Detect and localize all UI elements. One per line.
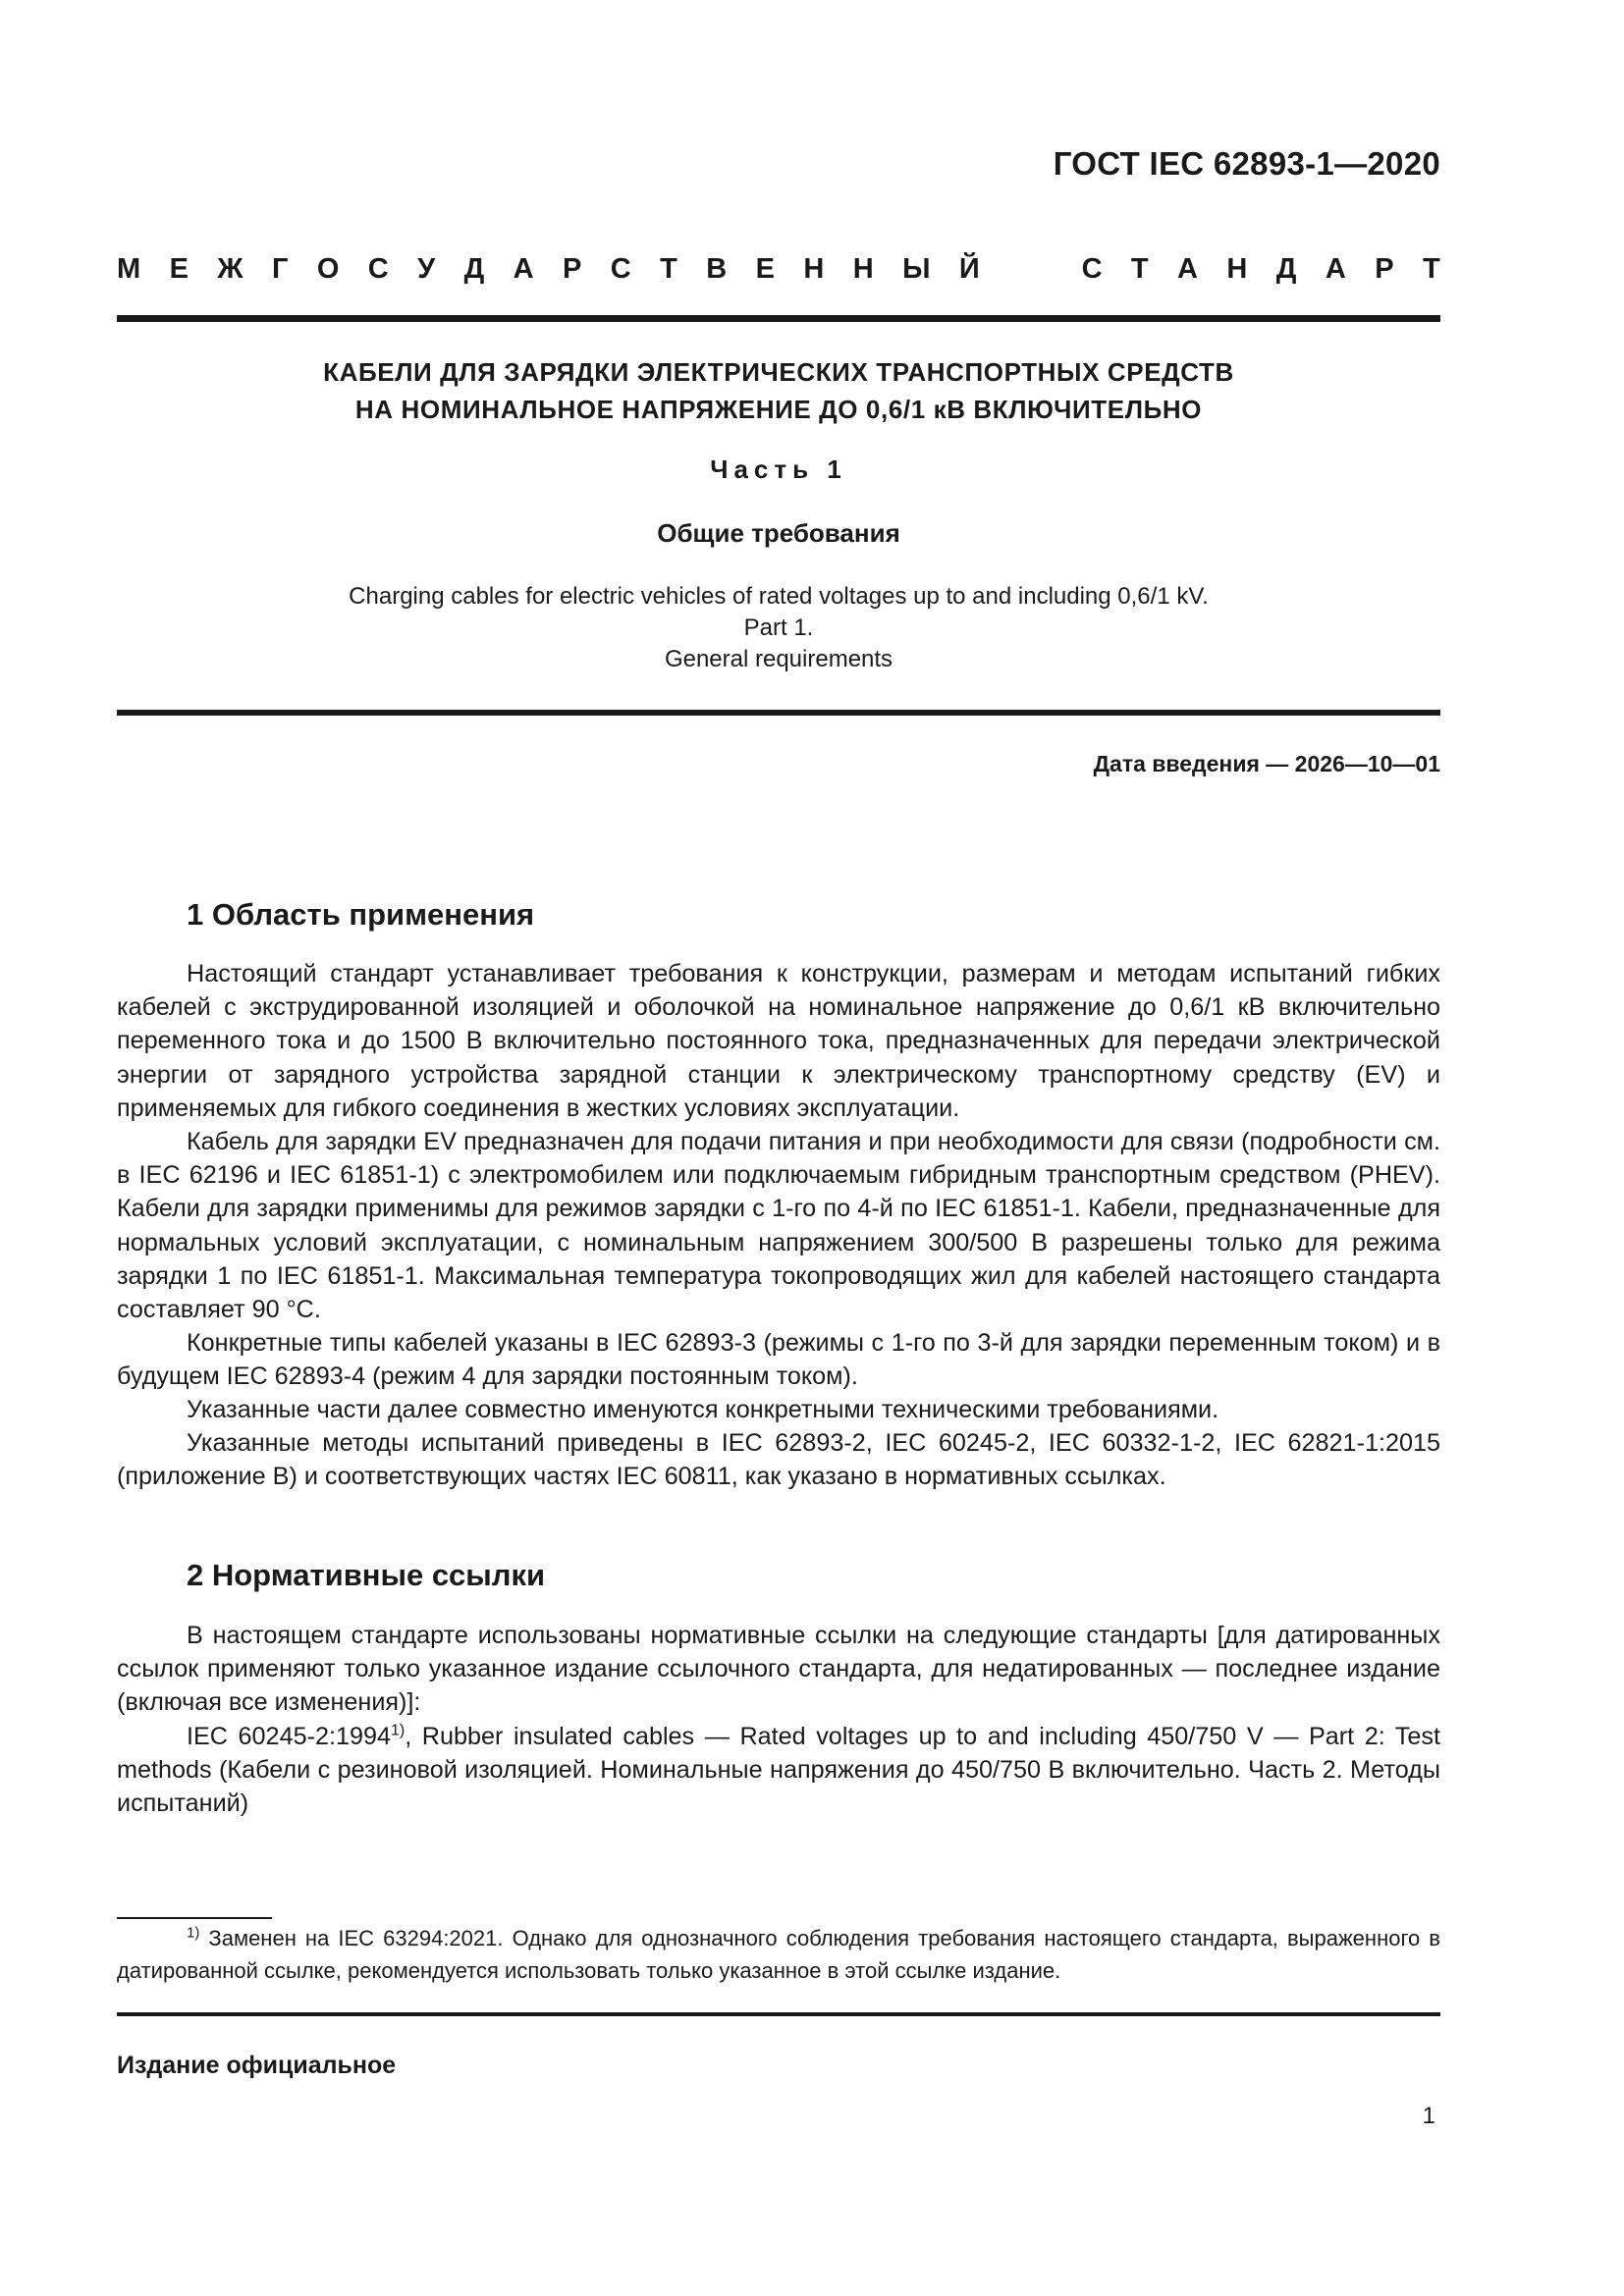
banner-letter: Т	[1130, 253, 1149, 285]
banner-letter: А	[1177, 253, 1198, 285]
banner-letter: С	[1081, 253, 1103, 285]
english-title-line: Charging cables for electric vehicles of rated voltages up to and including 0,6/1 kV.	[349, 583, 1209, 610]
document-title	[117, 353, 1440, 428]
official-edition-label: Издание официальное	[117, 2052, 397, 2079]
part-label: Часть 1	[710, 454, 847, 484]
document-subtitle: Общие требования	[657, 518, 900, 548]
banner-letter: Е	[169, 253, 189, 285]
bottom-divider	[117, 2012, 1440, 2016]
standard-code: ГОСТ IEC 62893-1—2020	[1053, 145, 1440, 182]
section-1-paragraph: Указанные части далее совместно именуются конкретными техническими требованиями.	[187, 1396, 1219, 1423]
banner-letter: Р	[1375, 253, 1394, 285]
footnote-text: Заменен на IEC 63294:2021. Однако для однозначного соблюдения требования настоящего стандарта, выраженного в датированной ссылке, рекомендуется использовать только указанное в этой ссылке издание.	[117, 1926, 1440, 1983]
banner-letter: Г	[271, 253, 289, 285]
banner-letter: А	[1325, 253, 1346, 285]
section-1-paragraph: Указанные методы испытаний приведены в IEC 62893-2, IEC 60245-2, IEC 60332-1-2, IEC 62821-1:2015 (приложение B) и соответствующих частях IEC 60811, как указано в нормативных ссылках.	[117, 1429, 1440, 1491]
banner-letter: Т	[660, 253, 677, 285]
footnote-number: 1)	[187, 1924, 200, 1942]
banner-letter: С	[367, 253, 389, 285]
banner-letter: Е	[755, 253, 775, 285]
banner-letter: О	[316, 253, 340, 285]
banner-letter: Ж	[217, 253, 244, 285]
section-2-heading: 2 Нормативные ссылки	[187, 1558, 546, 1592]
banner-letter: Й	[958, 253, 980, 285]
introduction-date: Дата введения — 2026—10—01	[1093, 751, 1440, 776]
normative-reference-entry	[117, 1720, 1440, 1821]
banner-letter: Н	[852, 253, 874, 285]
top-divider	[117, 315, 1440, 322]
banner-letter: Р	[563, 253, 582, 285]
title-line: НА НОМИНАЛЬНОЕ НАПРЯЖЕНИЕ ДО 0,6/1 кВ ВКЛЮЧИТЕЛЬНО	[354, 395, 1203, 424]
title-divider	[117, 710, 1440, 716]
banner-letter: Т	[1422, 253, 1440, 285]
title-line: КАБЕЛИ ДЛЯ ЗАРЯДКИ ЭЛЕКТРИЧЕСКИХ ТРАНСПОРТНЫХ СРЕДСТВ	[323, 357, 1234, 387]
footnote	[117, 1922, 1440, 1987]
page-number: 1	[1422, 2103, 1435, 2129]
footnote-marker[interactable]: 1)	[391, 1722, 406, 1739]
banner-letter: А	[513, 253, 534, 285]
english-title-line: Part 1.	[743, 614, 814, 641]
banner-letter: Д	[1275, 253, 1297, 285]
banner-letter: Н	[1226, 253, 1248, 285]
english-title-line: General requirements	[664, 646, 893, 672]
section-1-paragraph: Настоящий стандарт устанавливает требования к конструкции, размерам и методам испытаний гибких кабелей с экструдированной изоляцией и оболочкой на номинальное напряжение до 0,6/1 кВ включительно переменного тока и до 1500 В включительно постоянного тока, предназначенных для передачи электрической энергии от зарядного устройства зарядной станции к электрическому транспортному средству (EV) и применяемых для гибкого соединения в жестких условиях эксплуатации.	[117, 960, 1440, 1122]
banner-letter: С	[610, 253, 631, 285]
reference-code: IEC 60245-2:1994	[187, 1723, 392, 1750]
english-title	[117, 581, 1440, 675]
reference-text: , Rubber insulated cables — Rated voltages up to and including 450/750 V — Part 2: Test methods (Кабели с резиновой изоляцией. Номинальные напряжения до 450/750 В включительно. Часть 2. Методы испытаний)	[117, 1723, 1441, 1818]
section-1-paragraph: Кабель для зарядки EV предназначен для подачи питания и при необходимости для связи (подробности см. в IEC 62196 и IEC 61851-1) с электромобилем или подключаемым гибридным транспортным средством (PHEV). Кабели для зарядки применимы для режимов зарядки с 1-го по 4-й по IEC 61851-1. Кабели, предназначенные для нормальных условий эксплуатации, с номинальным напряжением 300/500 В разрешены только для режима зарядки 1 по IEC 61851-1. Максимальная температура токопроводящих жил для кабелей настоящего стандарта составляет 90 °C.	[117, 1128, 1440, 1324]
banner-letter: Д	[463, 253, 485, 285]
section-1-heading: 1 Область применения	[187, 897, 535, 932]
banner-gap	[1008, 253, 1053, 286]
standard-type-banner	[117, 253, 1440, 286]
banner-letter: У	[417, 253, 436, 285]
footnote-divider	[117, 1917, 272, 1919]
banner-letter: Ы	[902, 253, 931, 285]
banner-letter: М	[117, 253, 141, 285]
section-1-paragraph: Конкретные типы кабелей указаны в IEC 62893-3 (режимы с 1-го по 3-й для зарядки переменным током) и в будущем IEC 62893-4 (режим 4 для зарядки постоянным током).	[117, 1329, 1440, 1391]
section-2-paragraph: В настоящем стандарте использованы нормативные ссылки на следующие стандарты [для датированных ссылок применяют только указанное издание ссылочного стандарта, для недатированных — последнее издание (включая все изменения)]:	[117, 1622, 1440, 1717]
banner-letter: Н	[803, 253, 825, 285]
banner-letter: В	[706, 253, 728, 285]
